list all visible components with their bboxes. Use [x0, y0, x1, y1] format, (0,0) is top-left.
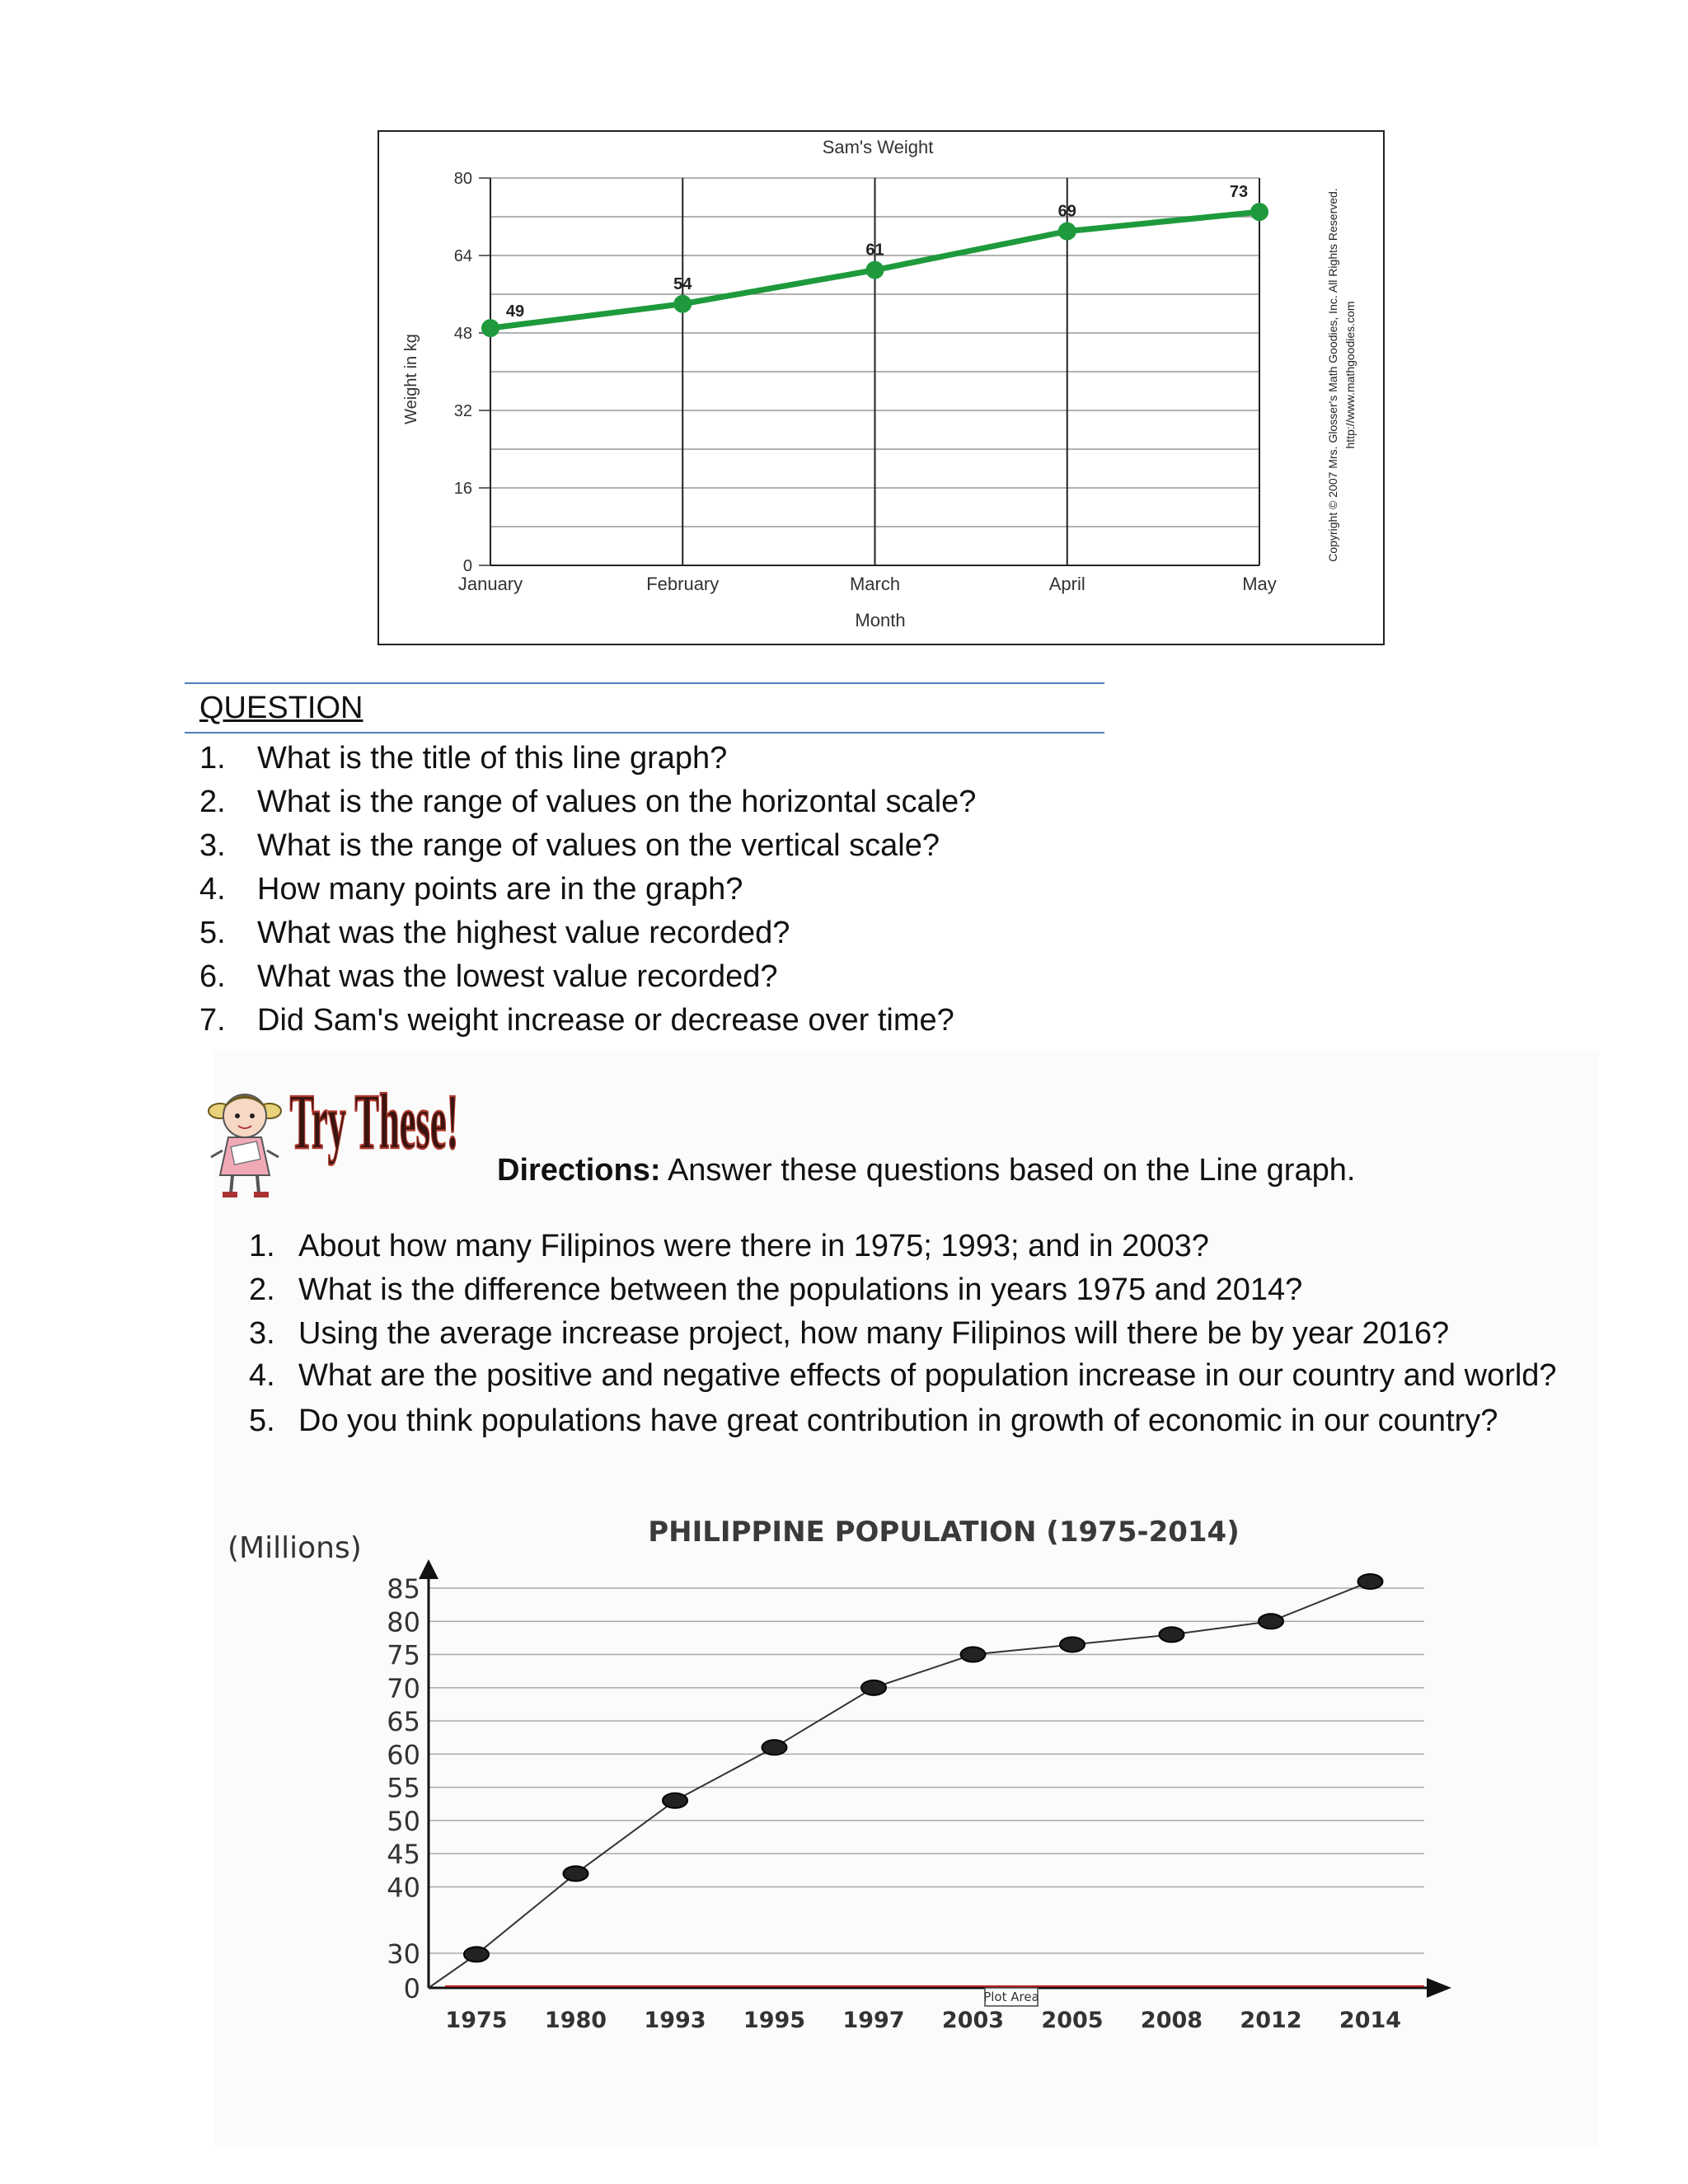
- y-tick-label: 0: [403, 1973, 420, 2004]
- y-tick-label: 75: [387, 1639, 420, 1671]
- question-item: [185, 868, 1104, 912]
- question-number: 2.: [199, 785, 226, 819]
- weight-data-point: [1250, 203, 1268, 221]
- chart2-y-unit: (Millions): [227, 1531, 362, 1565]
- weight-data-point: [673, 295, 692, 313]
- x-tick-label: 1997: [842, 2008, 905, 2033]
- y-tick-label: 0: [462, 557, 472, 575]
- population-data-point: [1060, 1637, 1085, 1652]
- population-series-line: [429, 1582, 1371, 1988]
- try-question-text: Using the average increase project, how many Filipinos will there be by year 2016?: [298, 1316, 1450, 1351]
- y-tick-label: 40: [387, 1872, 420, 1904]
- population-data-point: [961, 1647, 986, 1662]
- question-item: [185, 824, 1104, 868]
- x-tick-label: May: [1242, 574, 1277, 594]
- chart1-title: Sam's Weight: [822, 137, 934, 157]
- directions-body: Answer these questions based on the Line graph.: [660, 1153, 1356, 1188]
- population-data-point: [464, 1947, 489, 1961]
- question-number: 6.: [199, 959, 226, 994]
- question-bottom-rule: [185, 732, 1104, 733]
- question-item: [185, 737, 1104, 780]
- try-question-number: 2.: [249, 1272, 275, 1307]
- y-tick-label: 80: [453, 170, 472, 188]
- x-tick-label: 1980: [544, 2008, 607, 2033]
- weight-data-label: 69: [1057, 202, 1076, 221]
- try-these-list: [244, 1225, 1596, 1443]
- y-axis-arrow-icon: [419, 1559, 438, 1579]
- population-data-point: [663, 1793, 687, 1808]
- question-text: What is the title of this line graph?: [257, 741, 728, 776]
- x-tick-label: 2008: [1140, 2008, 1203, 2033]
- question-text: What was the lowest value recorded?: [257, 959, 778, 994]
- x-tick-label: 1995: [743, 2008, 806, 2033]
- weight-data-point: [481, 319, 499, 337]
- question-number: 3.: [199, 828, 226, 863]
- y-tick-label: 55: [387, 1772, 420, 1804]
- try-question-number: 3.: [249, 1316, 275, 1351]
- population-data-point: [1358, 1574, 1383, 1589]
- y-tick-label: 30: [387, 1938, 420, 1970]
- x-tick-label: February: [646, 574, 720, 594]
- population-data-point: [564, 1866, 588, 1881]
- x-tick-label: 2014: [1339, 2008, 1402, 2033]
- y-tick-label: 80: [387, 1606, 420, 1638]
- try-question-item: [244, 1225, 1596, 1268]
- try-question-text: Do you think populations have great contribution in growth of economic in our country?: [298, 1404, 1498, 1438]
- try-question-item: [244, 1312, 1596, 1356]
- question-list: [185, 737, 1104, 1043]
- chart1-xlabel: Month: [855, 610, 906, 630]
- x-tick-label: 1975: [445, 2008, 508, 2033]
- y-tick-label: 32: [453, 402, 472, 420]
- question-text: Did Sam's weight increase or decrease over time?: [257, 1003, 954, 1038]
- try-question-text: What are the positive and negative effects of population increase in our country and world?: [298, 1358, 1557, 1393]
- question-section: [185, 682, 1104, 1043]
- x-tick-label: January: [457, 574, 523, 594]
- weight-data-label: 54: [673, 274, 692, 293]
- x-tick-label: 2003: [941, 2008, 1005, 2033]
- y-tick-label: 70: [387, 1672, 420, 1704]
- y-tick-label: 48: [453, 325, 472, 343]
- try-question-number: 4.: [249, 1358, 275, 1393]
- chart1-copyright-1: Copyright © 2007 Mrs. Glosser's Math Goodies, Inc. All Rights Reserved.: [1326, 188, 1339, 562]
- question-item: [185, 999, 1104, 1043]
- x-tick-label: 1993: [644, 2008, 706, 2033]
- weight-data-label: 49: [505, 302, 525, 321]
- philippine-population-chart: [214, 1508, 1467, 2044]
- try-question-item: [244, 1356, 1596, 1399]
- y-tick-label: 50: [387, 1805, 420, 1837]
- question-heading: QUESTION: [199, 691, 363, 725]
- try-these-logo: [199, 1076, 471, 1200]
- try-question-number: 5.: [249, 1404, 275, 1438]
- question-item: [185, 955, 1104, 999]
- question-number: 1.: [199, 741, 226, 776]
- question-item: [185, 912, 1104, 955]
- population-data-point: [1259, 1614, 1283, 1629]
- weight-data-label: 73: [1229, 183, 1249, 202]
- x-tick-label: 2005: [1041, 2008, 1104, 2033]
- directions-label: Directions:: [497, 1153, 661, 1188]
- chart2-title: PHILIPPINE POPULATION (1975-2014): [648, 1516, 1240, 1549]
- y-tick-label: 65: [387, 1706, 420, 1738]
- chart1-copyright-2: http://www.mathgoodies.com: [1343, 301, 1357, 449]
- question-number: 5.: [199, 916, 226, 950]
- try-question-text: What is the difference between the populations in years 1975 and 2014?: [298, 1272, 1303, 1307]
- weight-data-point: [1058, 223, 1076, 241]
- x-tick-label: April: [1048, 574, 1085, 594]
- weight-data-point: [866, 261, 884, 279]
- directions-text: [497, 1151, 1355, 1190]
- population-data-point: [1160, 1627, 1184, 1642]
- try-question-item: [244, 1399, 1596, 1443]
- chart1-ylabel: Weight in kg: [402, 334, 420, 424]
- try-question-text: About how many Filipinos were there in 1975; 1993; and in 2003?: [298, 1229, 1209, 1263]
- plot-area-label: Plot Area: [983, 1990, 1039, 2004]
- y-tick-label: 85: [387, 1573, 420, 1605]
- x-axis-arrow-icon: [1427, 1978, 1451, 1998]
- population-data-point: [861, 1680, 886, 1695]
- question-text: What is the range of values on the horizontal scale?: [257, 785, 977, 819]
- y-tick-label: 60: [387, 1739, 420, 1771]
- question-item: [185, 780, 1104, 824]
- sams-weight-chart: [377, 130, 1385, 645]
- question-text: How many points are in the graph?: [257, 872, 743, 907]
- x-tick-label: March: [849, 574, 901, 594]
- y-tick-label: 45: [387, 1839, 420, 1871]
- question-text: What is the range of values on the vertical scale?: [257, 828, 940, 863]
- try-question-number: 1.: [249, 1229, 275, 1263]
- try-these-lettering: Try These!: [289, 1078, 459, 1166]
- question-number: 4.: [199, 872, 226, 907]
- population-data-point: [762, 1740, 787, 1755]
- cartoon-girl-icon: [209, 1094, 281, 1197]
- try-question-item: [244, 1268, 1596, 1312]
- question-text: What was the highest value recorded?: [257, 916, 790, 950]
- question-number: 7.: [199, 1003, 226, 1038]
- x-tick-label: 2012: [1240, 2008, 1302, 2033]
- y-tick-label: 16: [453, 480, 472, 498]
- sams-weight-chart-svg: [379, 132, 1386, 647]
- weight-data-label: 61: [865, 241, 884, 260]
- y-tick-label: 64: [453, 247, 472, 265]
